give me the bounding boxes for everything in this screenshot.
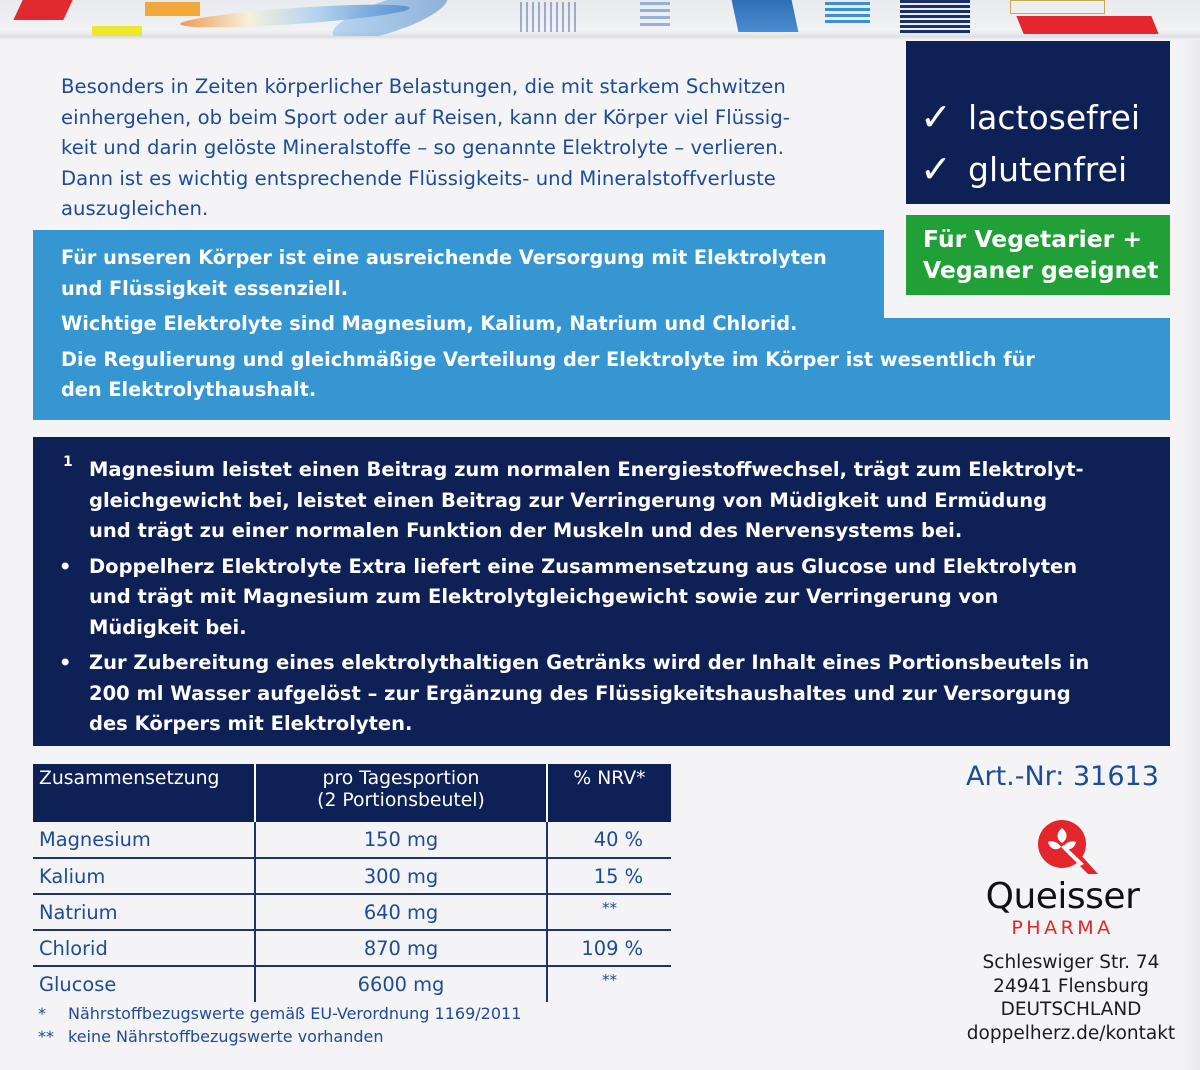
- header-composition: Zusammensetzung: [33, 764, 255, 822]
- nutrient-name: Magnesium: [33, 822, 255, 858]
- checkmark-icon: ✓: [920, 147, 952, 191]
- nutrient-amount: 640 mg: [255, 894, 547, 930]
- address-line: 24941 Flensburg: [993, 975, 1149, 997]
- claim-item: [59, 648, 1159, 740]
- nutrient-name: Chlorid: [33, 930, 255, 966]
- claim-line: und trägt mit Magnesium zum Elektrolytgleichgewicht sowie zur Verringerung von: [89, 585, 999, 608]
- claim-line: und trägt zu einer normalen Funktion der Muskeln und des Nervensystems bei.: [89, 519, 963, 542]
- table-header-row: [33, 764, 671, 822]
- intro-line: Besonders in Zeiten körperlicher Belastungen, die mit starkem Schwitzen: [61, 75, 786, 98]
- box-top-extra-wordmark: [825, 2, 870, 26]
- table-row: [33, 894, 671, 930]
- manufacturer-address: [958, 951, 1184, 1045]
- address-line: Schleswiger Str. 74: [982, 952, 1160, 973]
- box-right-edge: [1182, 40, 1200, 1070]
- footnote-text: Nährstoffbezugswerte gemäß EU-Verordnung 1169/2011: [68, 1004, 522, 1023]
- nutrient-nrv: 15 %: [547, 858, 671, 894]
- checkmark-icon: ✓: [920, 95, 952, 139]
- box-top-red-label: [13, 0, 72, 20]
- info-line: Für unseren Körper ist eine ausreichende Versorgung mit Elektrolyten: [61, 246, 827, 269]
- brand-name: Queisser: [985, 876, 1140, 917]
- footnote-text: keine Nährstoffbezugswerte vorhanden: [68, 1027, 384, 1046]
- health-claims-panel: [33, 437, 1170, 746]
- claim-line: Doppelherz Elektrolyte Extra liefert eine Zusammensetzung aus Glucose und Elektrolyten: [89, 554, 1078, 578]
- vegan-badge-line: Veganer geeignet: [923, 256, 1159, 284]
- info-paragraph: [61, 309, 1161, 340]
- address-line: DEUTSCHLAND: [1000, 999, 1142, 1020]
- table-row: [33, 930, 671, 966]
- box-top-numbers: [640, 2, 670, 28]
- box-top-award-badge: [1010, 0, 1105, 14]
- claim-line: gleichgewicht bei, leistet einen Beitrag zur Verringerung von Müdigkeit und Ermüdung: [89, 488, 1048, 512]
- nutrient-nrv: **: [602, 971, 617, 989]
- table-row: [33, 858, 671, 894]
- footnote: [38, 1002, 521, 1025]
- header-daily-portion: [255, 764, 547, 822]
- footnote: [38, 1025, 521, 1048]
- info-line: Die Regulierung und gleichmäßige Verteilung der Elektrolyte im Körper ist wesentlich für: [61, 347, 1035, 371]
- table-row: [33, 822, 671, 858]
- header-daily-portion-line2: (2 Portionsbeutel): [317, 790, 485, 811]
- info-line: und Flüssigkeit essenziell.: [61, 276, 349, 300]
- footnote-mark: *: [38, 1004, 46, 1023]
- intro-line: einhergehen, ob beim Sport oder auf Reisen, kann der Körper viel Flüssig-: [61, 105, 790, 129]
- brand-block: [975, 877, 1150, 939]
- contact-url: doppelherz.de/kontakt: [966, 1022, 1176, 1044]
- intro-line: keit und darin gelöste Mineralstoffe – so genannte Elektrolyte – verlieren.: [61, 136, 784, 159]
- claim-item: [59, 552, 1159, 644]
- bullet-icon: •: [59, 651, 72, 674]
- claim-item: [59, 455, 1159, 547]
- box-top-red-banner: [1016, 16, 1158, 34]
- box-top-edge: [0, 0, 1200, 38]
- box-top-orange-label: [145, 2, 200, 16]
- footnotes: [38, 1002, 521, 1048]
- intro-paragraph: [61, 72, 891, 225]
- box-top-brand-wordmark: [900, 0, 970, 34]
- intro-line: auszugleichen.: [61, 197, 209, 220]
- nutrient-amount: 870 mg: [255, 930, 547, 966]
- composition-table: [33, 764, 671, 1002]
- nutrient-nrv: 40 %: [547, 822, 671, 858]
- table-row: [33, 966, 671, 1002]
- queisser-q-leaf-icon: [1030, 816, 1100, 876]
- info-line: Wichtige Elektrolyte sind Magnesium, Kalium, Natrium und Chlorid.: [61, 312, 798, 335]
- bullet-icon: •: [59, 554, 72, 578]
- info-line: den Elektrolythaushalt.: [61, 378, 317, 401]
- nutrient-name: Glucose: [33, 966, 255, 1002]
- footnote-mark: **: [38, 1027, 54, 1046]
- header-nrv: % NRV*: [547, 764, 671, 822]
- claim-line: des Körpers mit Elektrolyten.: [89, 712, 413, 735]
- lactose-free-label: lactosefrei: [968, 97, 1141, 137]
- nutrient-amount: 6600 mg: [255, 966, 547, 1002]
- claim-line: Müdigkeit bei.: [89, 615, 247, 639]
- box-top-blue-label: [732, 0, 799, 32]
- brand-subtitle: PHARMA: [1011, 917, 1114, 939]
- nutrient-amount: 150 mg: [255, 822, 547, 858]
- box-top-small-text: [520, 2, 580, 32]
- header-daily-portion-line1: pro Tagesportion: [322, 768, 480, 789]
- claim-line: 200 ml Wasser aufgelöst – zur Ergänzung des Flüssigkeitshaushaltes und zur Versorgung: [89, 681, 1071, 705]
- free-from-badge: [906, 41, 1170, 204]
- vegan-badge-line: Für Vegetarier +: [923, 225, 1143, 253]
- nutrient-amount: 300 mg: [255, 858, 547, 894]
- gluten-free-label: glutenfrei: [968, 149, 1128, 189]
- nutrient-name: Natrium: [33, 894, 255, 930]
- nutrient-name: Kalium: [33, 858, 255, 894]
- info-panel-text: [61, 243, 1161, 411]
- nutrient-nrv: **: [547, 894, 671, 930]
- info-paragraph: [61, 243, 1161, 304]
- footnote-marker: 1: [63, 454, 73, 470]
- claim-line: Zur Zubereitung eines elektrolythaltigen Getränks wird der Inhalt eines Portionsbeutels in: [89, 651, 1090, 674]
- claim-line: Magnesium leistet einen Beitrag zum normalen Energiestoffwechsel, trägt zum Elektrolyt-: [89, 458, 1084, 481]
- nutrient-nrv: 109 %: [547, 930, 671, 966]
- claims-list: [59, 455, 1159, 745]
- box-edge-shadow: [0, 36, 1200, 40]
- lactose-free-row: [920, 91, 1170, 143]
- box-top-yellow-label: [92, 26, 142, 36]
- article-number: Art.-Nr: 31613: [966, 761, 1159, 792]
- intro-line: Dann ist es wichtig entsprechende Flüssigkeits- und Mineralstoffverluste: [61, 166, 776, 190]
- gluten-free-row: [920, 143, 1170, 195]
- info-paragraph: [61, 345, 1161, 406]
